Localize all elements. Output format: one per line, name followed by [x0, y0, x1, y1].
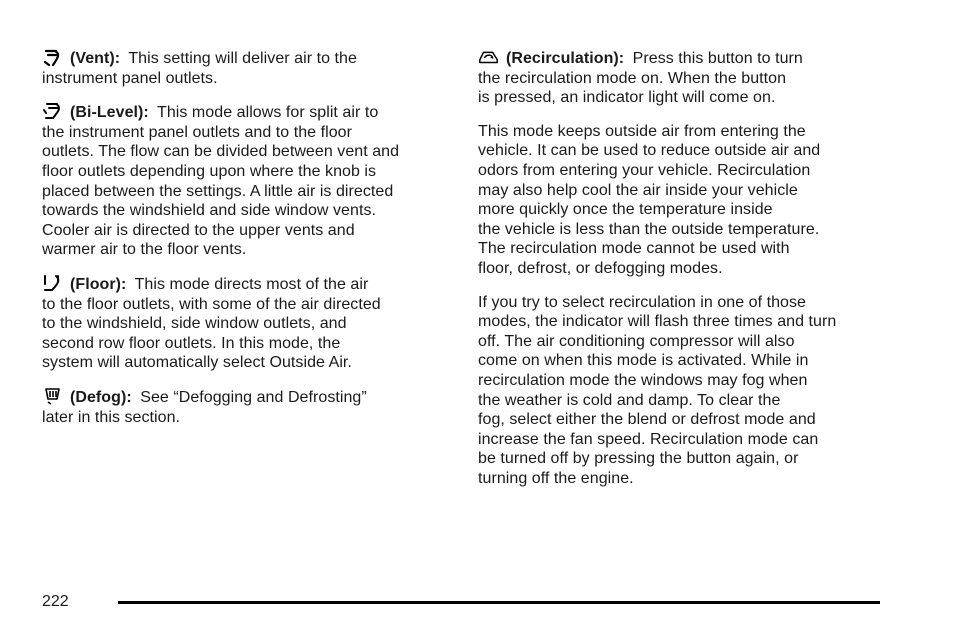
bilevel-line: placed between the settings. A little air is directed	[42, 182, 394, 200]
floor-line: system will automatically select Outside Air.	[42, 354, 352, 372]
floor-line: to the windshield, side window outlets, and	[42, 315, 347, 333]
defog-paragraph	[42, 387, 446, 427]
paragraph-line: floor, defrost, or defogging modes.	[478, 259, 723, 277]
recirculation-paragraph	[478, 48, 882, 108]
left-column	[42, 48, 446, 441]
recirculation-icon	[478, 48, 500, 66]
paragraph-line: come on when this mode is activated. While in	[478, 352, 809, 370]
paragraph-line: increase the fan speed. Recirculation mode can	[478, 430, 819, 448]
paragraph-line: modes, the indicator will flash three times and turn	[478, 313, 837, 331]
recirculation-line: the recirculation mode on. When the button	[478, 69, 787, 87]
recirculation-line: is pressed, an indicator light will come on.	[478, 89, 776, 107]
recirculation-line: Press this button to turn	[632, 50, 803, 67]
paragraph-line: recirculation mode the windows may fog when	[478, 371, 808, 389]
paragraph-line: turning off the engine.	[478, 469, 634, 487]
bilevel-line: floor outlets depending upon where the knob is	[42, 162, 377, 180]
defog-mode-icon	[42, 387, 64, 405]
bilevel-line: outlets. The flow can be divided between vent and	[42, 143, 400, 161]
paragraph-line: fog, select either the blend or defrost mode and	[478, 411, 816, 429]
paragraph-line: If you try to select recirculation in one of those	[478, 293, 806, 311]
floor-paragraph	[42, 274, 446, 373]
bilevel-line: Cooler air is directed to the upper vents and	[42, 221, 355, 239]
vent-paragraph	[42, 48, 446, 88]
recirculation-info-paragraph	[478, 122, 882, 279]
vent-line: This setting will deliver air to the	[128, 50, 357, 67]
bilevel-line: towards the windshield and side window vents.	[42, 202, 376, 220]
bilevel-paragraph	[42, 102, 446, 260]
defog-line: See “Defogging and Defrosting”	[140, 388, 367, 406]
footer-rule	[118, 601, 880, 604]
paragraph-line: off. The air conditioning compressor will also	[478, 332, 795, 350]
recirculation-warning-paragraph	[478, 293, 882, 489]
vent-mode-icon	[42, 48, 64, 66]
bilevel-line: the instrument panel outlets and to the floor	[42, 123, 352, 141]
bilevel-term: (Bi-Level):	[70, 104, 149, 122]
bilevel-mode-icon	[42, 102, 64, 120]
vent-term: (Vent):	[70, 50, 121, 67]
floor-term: (Floor):	[70, 275, 127, 293]
defog-term: (Defog):	[70, 388, 132, 406]
page-number: 222	[42, 593, 69, 610]
paragraph-line: be turned off by pressing the button again, or	[478, 450, 799, 468]
paragraph-line: the weather is cold and damp. To clear the	[478, 391, 781, 409]
right-column	[478, 48, 882, 502]
paragraph-line: odors from entering your vehicle. Recirculation	[478, 161, 811, 179]
paragraph-line: vehicle. It can be used to reduce outside air and	[478, 142, 821, 160]
paragraph-line: The recirculation mode cannot be used with	[478, 240, 790, 258]
floor-mode-icon	[42, 274, 64, 292]
paragraph-line: This mode keeps outside air from entering the	[478, 122, 806, 140]
vent-line: instrument panel outlets.	[42, 69, 218, 87]
floor-line: to the floor outlets, with some of the air directed	[42, 295, 381, 313]
floor-line: second row floor outlets. In this mode, the	[42, 334, 341, 352]
bilevel-line: warmer air to the floor vents.	[42, 241, 247, 259]
floor-line: This mode directs most of the air	[134, 275, 369, 293]
recirculation-term: (Recirculation):	[506, 50, 625, 67]
paragraph-line: may also help cool the air inside your vehicle	[478, 181, 798, 199]
paragraph-line: more quickly once the temperature inside	[478, 201, 773, 219]
bilevel-line: This mode allows for split air to	[157, 104, 379, 122]
paragraph-line: the vehicle is less than the outside temperature.	[478, 220, 820, 238]
defog-line: later in this section.	[42, 408, 181, 426]
